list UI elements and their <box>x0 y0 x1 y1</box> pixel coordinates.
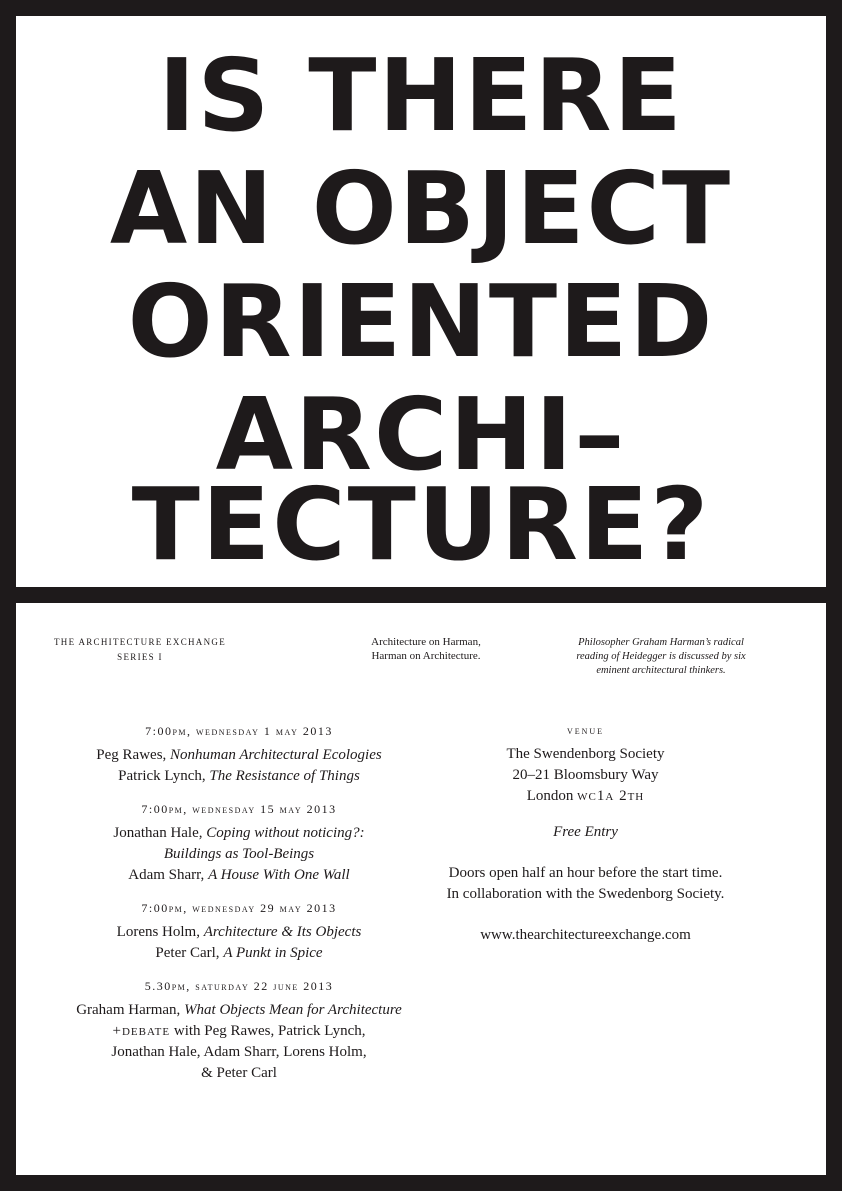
event-date: 5.30pm, saturday 22 june 2013 <box>144 979 334 993</box>
doors-line-2: In collaboration with the Swedenborg Society. <box>446 886 725 902</box>
event-item <box>74 978 404 1084</box>
event-item <box>74 801 404 886</box>
venue-city: London <box>526 788 578 804</box>
debate-participants: with Peg Rawes, Patrick Lynch, <box>170 1023 366 1039</box>
talk-title: Architecture & Its Objects <box>203 924 362 940</box>
event-date: 7:00pm, wednesday 15 may 2013 <box>141 802 337 816</box>
headline-line-4: ARCHI– <box>215 376 627 493</box>
series-label <box>52 635 228 665</box>
tagline-line-2: Harman on Architecture. <box>371 650 481 662</box>
talk-line <box>74 1000 404 1021</box>
headline-line-2: AN OBJECT <box>109 150 733 267</box>
headline-line-1: IS THERE <box>158 37 684 154</box>
talk-line <box>74 922 404 943</box>
headline-line-5: TECTURE? <box>131 466 711 583</box>
venue-info <box>428 723 743 946</box>
speaker-name: Patrick Lynch, <box>118 768 210 784</box>
tagline-line-1: Architecture on Harman, <box>371 636 481 648</box>
talk-line <box>74 865 404 886</box>
venue-postcode: wc1a 2th <box>577 788 645 804</box>
event-date: 7:00pm, wednesday 29 may 2013 <box>141 901 337 915</box>
venue-heading: venue <box>566 725 605 737</box>
speaker-name: Jonathan Hale, <box>113 825 207 841</box>
talk-title: A House With One Wall <box>208 867 350 883</box>
headline-line-3: ORIENTED <box>127 263 715 380</box>
title-panel <box>16 16 826 587</box>
talk-title: A Punkt in Spice <box>223 945 323 961</box>
debate-participants-line: Jonathan Hale, Adam Sharr, Lorens Holm, <box>111 1044 367 1060</box>
website-url: www.thearchitectureexchange.com <box>480 927 691 943</box>
talk-line <box>74 844 404 865</box>
debate-line <box>74 1021 404 1042</box>
info-panel <box>16 603 826 1175</box>
event-schedule <box>74 723 404 1098</box>
doors-line-1: Doors open half an hour before the start time. <box>448 865 723 881</box>
talk-line <box>74 766 404 787</box>
talk-line <box>74 745 404 766</box>
talk-title: Coping without noticing?: <box>206 825 365 841</box>
description-line-1: Philosopher Graham Harman’s radical <box>578 637 744 648</box>
speaker-name: Graham Harman, <box>76 1002 185 1018</box>
venue-street: 20–21 Bloomsbury Way <box>512 767 659 783</box>
speaker-name: Peter Carl, <box>155 945 224 961</box>
debate-label: +debate <box>112 1023 171 1039</box>
event-item <box>74 723 404 787</box>
talk-title: The Resistance of Things <box>209 768 360 784</box>
venue-name: The Swendenborg Society <box>506 746 665 762</box>
debate-participants-line: & Peter Carl <box>201 1065 277 1081</box>
series-number: SERIES I <box>117 652 163 662</box>
speaker-name: Adam Sharr, <box>128 867 209 883</box>
description <box>561 636 761 678</box>
speaker-name: Peg Rawes, <box>96 747 171 763</box>
talk-title: Nonhuman Architectural Ecologies <box>170 747 382 763</box>
description-line-2: reading of Heidegger is discussed by six <box>576 651 746 662</box>
event-date: 7:00pm, wednesday 1 may 2013 <box>145 724 333 738</box>
free-entry-note: Free Entry <box>553 824 618 840</box>
venue-city-line <box>428 786 743 807</box>
doors-note <box>428 863 743 905</box>
tagline <box>351 635 501 663</box>
speaker-name: Lorens Holm, <box>116 924 204 940</box>
talk-title: What Objects Mean for Architecture <box>184 1002 402 1018</box>
talk-line <box>74 823 404 844</box>
talk-title: Buildings as Tool-Beings <box>163 846 315 862</box>
talk-line <box>74 943 404 964</box>
event-item <box>74 900 404 964</box>
series-name: THE ARCHITECTURE EXCHANGE <box>54 637 226 647</box>
description-line-3: eminent architectural thinkers. <box>596 665 726 676</box>
